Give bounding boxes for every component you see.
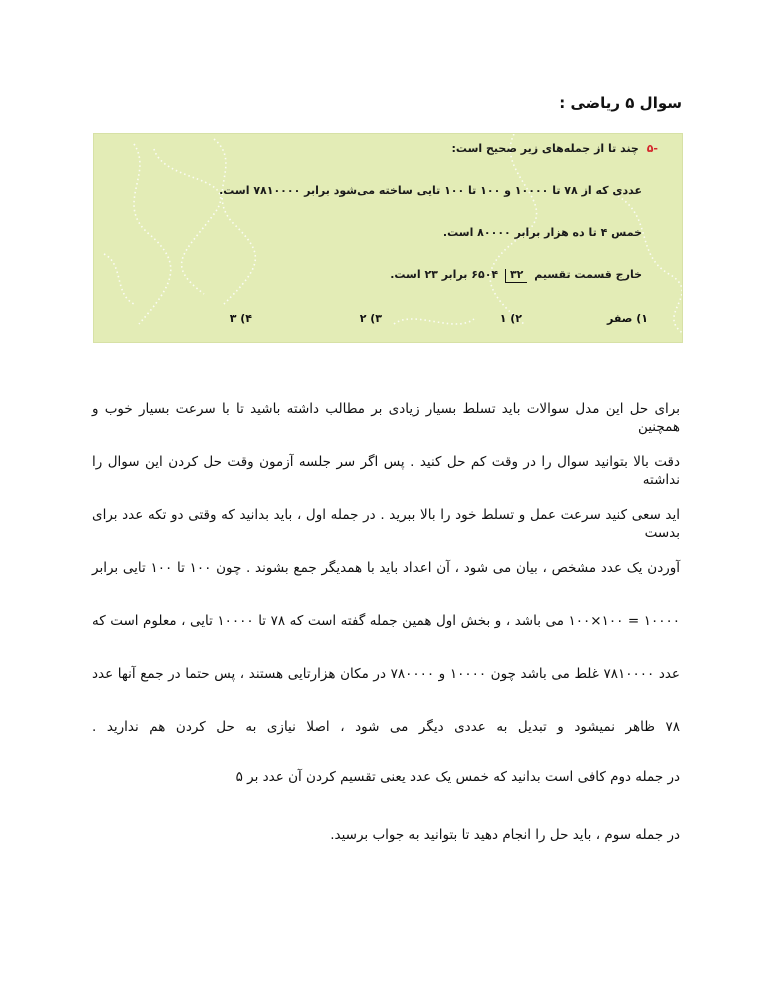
- explanation-line-7: ۷۸ ظاهر نمیشود و تبدیل به عددی دیگر می شود ، اصلا نیازی به حل کردن هم ندارید .: [92, 719, 680, 735]
- explanation-line-1: برای حل این مدل سوالات باید تسلط بسیار زیادی بر مطالب داشته باشید تا با سرعت بسیار خوب و همچنین: [92, 401, 680, 435]
- option-1: ۱) صفر: [607, 312, 648, 325]
- division-bracket: ۳۲: [505, 269, 527, 283]
- page-title: سوال ۵ ریاضی :: [559, 94, 682, 112]
- statement-3-prefix: خارج قسمت تقسیم: [534, 268, 642, 281]
- statement-2: خمس ۴ تا ده هزار برابر ۸۰۰۰۰ است.: [442, 226, 642, 239]
- option-3: ۳) ۲: [359, 312, 382, 325]
- statement-3: [390, 268, 642, 283]
- explanation-line-4: آوردن یک عدد مشخص ، بیان می شود ، آن اعداد باید با همدیگر جمع بشوند . چون ۱۰۰ تا ۱۰۰ تایی برابر: [92, 560, 681, 576]
- question-prompt: [452, 142, 658, 155]
- explanation-line-8: در جمله دوم کافی است بدانید که خمس یک عدد یعنی تقسیم کردن آن عدد بر ۵: [235, 769, 680, 785]
- statement-1: عددی که از ۷۸ تا ۱۰۰۰۰ و ۱۰۰ تا ۱۰۰ تایی ساخته می‌شود برابر ۷۸۱۰۰۰۰ است.: [219, 184, 642, 197]
- explanation-line-9: در جمله سوم ، باید حل را انجام دهید تا بتوانید به جواب برسید.: [330, 827, 680, 843]
- explanation-line-2: دقت بالا بتوانید سوال را در وقت کم حل کنید . پس اگر سر جلسه آزمون وقت حل کردن این سوال را نداشته: [92, 454, 680, 488]
- statement-3-suffix: ۶۵۰۴ برابر ۲۳ است.: [390, 268, 499, 281]
- explanation-line-5: ۱۰۰۰۰ = ۱۰۰×۱۰۰ می باشد ، و بخش اول همین جمله گفته است که ۷۸ تا ۱۰۰۰۰ تایی ، معلوم است که: [92, 613, 680, 629]
- option-2: ۲) ۱: [499, 312, 522, 325]
- explanation-line-3: اید سعی کنید سرعت عمل و تسلط خود را بالا ببرید . در جمله اول ، باید بدانید که وقتی دو تکه عدد برای بدست: [92, 507, 680, 541]
- question-image: [93, 133, 683, 343]
- option-4: ۴) ۳: [229, 312, 252, 325]
- question-number: -۵: [646, 142, 658, 155]
- explanation-line-6: عدد ۷۸۱۰۰۰۰ غلط می باشد چون ۱۰۰۰۰ و ۷۸۰۰۰۰ در مکان هزارتایی هستند ، پس حتما در جمع آنها عدد: [92, 666, 680, 682]
- question-prompt-text: چند تا از جمله‌های زیر صحیح است:: [451, 142, 639, 155]
